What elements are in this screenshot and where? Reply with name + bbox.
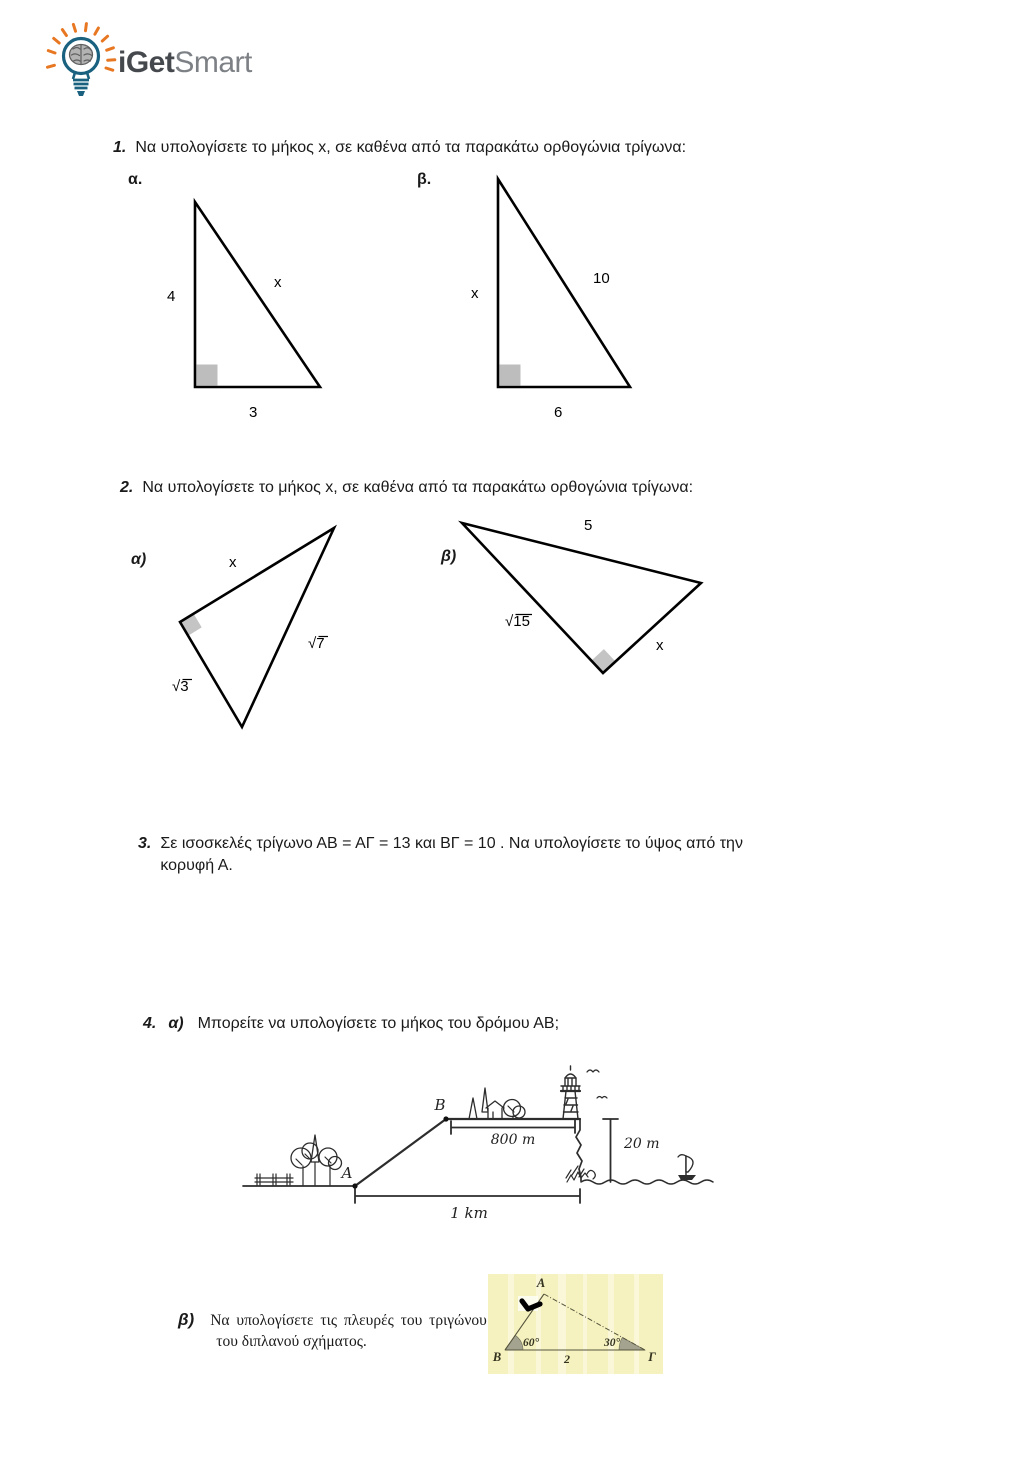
sketch-sailboat — [678, 1155, 696, 1180]
sketch-fence — [255, 1174, 293, 1185]
logo-brand-light: Smart — [174, 46, 252, 79]
exercise-4a-label: α) — [168, 1015, 184, 1032]
fig-1b-hypotenuse-label: 10 — [593, 270, 610, 287]
exercise-4 — [143, 1013, 843, 1035]
fig-2b-triangle — [435, 503, 730, 693]
fig-2a-label: α) — [131, 551, 147, 568]
lightbulb-brain-icon — [46, 20, 118, 108]
sketch-label-20m: 20 m — [624, 1136, 660, 1152]
exercise-4b-text — [210, 1310, 487, 1352]
sketch-label-1km: 1 km — [450, 1204, 488, 1222]
fig-4b-angle-b-label: 60° — [522, 1337, 540, 1349]
fig-1a-hypotenuse-label: x — [274, 274, 282, 291]
logo-brand-bold: iGet — [118, 46, 175, 79]
fig-2b-hypotenuse-label: 5 — [584, 517, 593, 534]
exercise-1-number: 1. — [113, 139, 127, 156]
exercise-1-text: Να υπολογίσετε το μήκος x, σε καθένα από τα παρακάτω ορθογώνια τρίγωνα: — [135, 139, 687, 156]
fig-1b-bottom-side-label: 6 — [554, 404, 563, 421]
sketch-birds — [587, 1070, 607, 1098]
exercise-2-text: Να υπολογίσετε το μήκος x, σε καθένα από τα παρακάτω ορθογώνια τρίγωνα: — [142, 479, 694, 496]
fig-1a-bottom-side-label: 3 — [249, 404, 258, 421]
sketch-dim-1km — [355, 1189, 580, 1203]
sketch-label-800m: 800 m — [490, 1132, 536, 1148]
exercise-4a-text: Μπορείτε να υπολογίσετε το μήκος του δρόμου ΑΒ; — [197, 1015, 560, 1032]
fig-1a-label: α. — [128, 171, 143, 188]
exercise-1 — [113, 137, 813, 159]
fig-2b-label: β) — [441, 548, 457, 565]
fig-1b-label: β. — [417, 171, 432, 188]
fig-2b-right-angle-mark — [591, 649, 615, 673]
fig-4b-vertex-c-label: Γ — [648, 1350, 656, 1364]
fig-2a-hypotenuse-label: x — [229, 554, 237, 571]
exercise-4b-label: β) — [178, 1310, 195, 1329]
exercise-3-line1: Σε ισοσκελές τρίγωνο ΑΒ = ΑΓ = 13 και ΒΓ = 10 . Να υπολογίσετε το ύψος από την — [160, 835, 743, 852]
logo — [46, 20, 118, 113]
exercise-2-number: 2. — [120, 479, 134, 496]
fig-1a-triangle — [150, 193, 340, 428]
exercise-4b-line2: του διπλανού σχήματος. — [216, 1333, 367, 1350]
fig-2a-triangle — [125, 515, 360, 745]
fig-2a-right-side-label: √7 — [308, 635, 325, 652]
sketch-dim-20m — [603, 1119, 618, 1182]
exercise-3-text — [160, 833, 743, 877]
exercise-4b-line1: Να υπολογίσετε τις πλευρές του τριγώνου — [210, 1312, 487, 1329]
fig-1a-left-side-label: 4 — [167, 288, 176, 305]
fig-1b-left-side-label: x — [471, 285, 479, 302]
exercise-2 — [120, 477, 820, 499]
fig-2a-left-side-label: √3 — [172, 678, 189, 695]
fig-2a-right-angle-mark — [180, 614, 202, 636]
sketch-label-b: B — [434, 1096, 446, 1114]
fig-1b-right-angle-mark — [500, 365, 521, 386]
road-sketch-drawing — [235, 1058, 725, 1238]
fig-4b-base-label: 2 — [564, 1352, 570, 1366]
fig-2b-left-side-label: √15 — [505, 613, 530, 630]
exercise-4-number: 4. — [143, 1015, 157, 1032]
sketch-house — [482, 1088, 504, 1119]
sketch-cypress — [469, 1098, 477, 1119]
fig-4b-vertex-b-label: B — [492, 1350, 502, 1364]
fig-1a-right-angle-mark — [197, 365, 218, 386]
fig-2b-bottom-side-label: x — [656, 637, 664, 654]
exercise-3-number: 3. — [138, 835, 152, 852]
sketch-road-ab — [355, 1119, 446, 1186]
exercise-4b — [178, 1310, 487, 1352]
fig-1b-triangle — [450, 170, 680, 433]
exercise-3 — [138, 833, 798, 877]
sketch-point-b — [443, 1116, 448, 1121]
sketch-lighthouse — [561, 1066, 580, 1119]
sketch-cliff-edge — [576, 1119, 582, 1181]
logo-wordmark — [118, 46, 252, 80]
fig-4b-triangle — [488, 1274, 663, 1374]
fig-4b-vertex-a-label: A — [536, 1276, 546, 1290]
fig-4b-angle-c-label: 30° — [603, 1337, 621, 1349]
exercise-3-line2: κορυφή Α. — [160, 857, 233, 874]
sketch-label-a: A — [341, 1164, 353, 1182]
sketch-point-a — [352, 1183, 357, 1188]
sketch-sea-waves — [581, 1180, 713, 1184]
